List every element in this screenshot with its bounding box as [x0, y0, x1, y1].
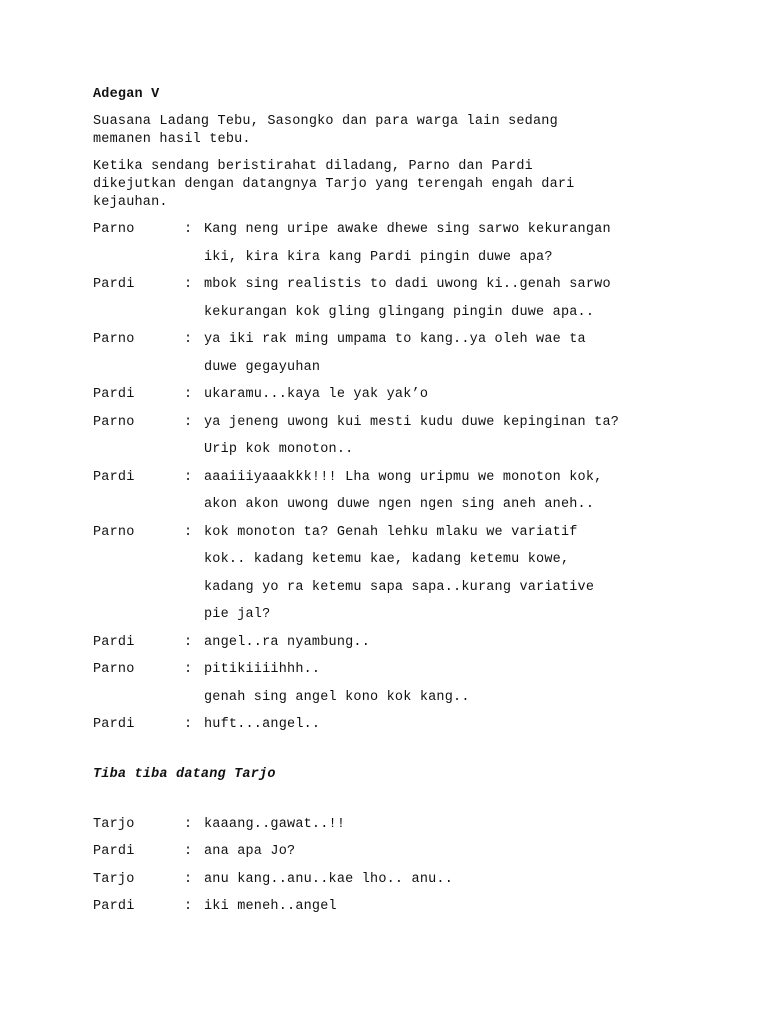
dialog-line — [93, 331, 733, 359]
dialog-line — [93, 386, 733, 414]
dialog-text: anu kang..anu..kae lho.. anu.. — [204, 871, 454, 887]
speaker-name: Parno — [93, 414, 135, 430]
dialog-text: kaaang..gawat..!! — [204, 816, 346, 832]
dialog-text: angel..ra nyambung.. — [204, 634, 371, 650]
speaker-name: Parno — [93, 332, 135, 347]
speaker-name: Pardi — [93, 387, 135, 402]
dialog-line — [93, 579, 733, 607]
speaker-colon: : — [184, 524, 193, 540]
speaker-colon: : — [184, 662, 193, 677]
dialog-text: pie jal? — [204, 607, 271, 622]
dialog-text: ya iki rak ming umpama to kang..ya oleh wae ta — [204, 332, 586, 347]
speaker-colon: : — [184, 844, 193, 859]
dialog-block-2 — [93, 816, 733, 926]
speaker-colon: : — [184, 277, 193, 292]
scene-title: Adegan V — [93, 87, 160, 102]
paragraph-line: kejauhan. — [93, 195, 168, 210]
dialog-line — [93, 524, 733, 552]
document-page — [93, 86, 733, 926]
dialog-line — [93, 898, 733, 926]
dialog-text: kok monoton ta? Genah lehku mlaku we variatif — [204, 524, 578, 540]
dialog-text: huft...angel.. — [204, 717, 321, 732]
paragraph-line: Ketika sendang beristirahat diladang, Parno dan Pardi — [93, 159, 533, 174]
dialog-line — [93, 606, 733, 634]
paragraph-intro — [93, 158, 733, 212]
dialog-line — [93, 304, 733, 332]
paragraph-line: dikejutkan dengan datangnya Tarjo yang terengah engah dari — [93, 177, 575, 192]
speaker-name: Pardi — [93, 277, 135, 292]
dialog-line — [93, 689, 733, 717]
speaker-name: Pardi — [93, 899, 135, 914]
speaker-colon: : — [184, 222, 193, 237]
dialog-text: mbok sing realistis to dadi uwong ki..genah sarwo — [204, 277, 611, 292]
dialog-line — [93, 816, 733, 844]
dialog-text: pitikiiiihhh.. — [204, 662, 321, 677]
dialog-line — [93, 871, 733, 899]
speaker-colon: : — [184, 387, 193, 402]
speaker-colon: : — [184, 717, 193, 732]
speaker-name: Parno — [93, 524, 135, 540]
dialog-text: ana apa Jo? — [204, 844, 296, 859]
dialog-text: genah sing angel kono kok kang.. — [204, 689, 470, 705]
speaker-name: Tarjo — [93, 871, 135, 887]
dialog-line — [93, 661, 733, 689]
speaker-colon: : — [184, 414, 193, 430]
dialog-line — [93, 469, 733, 497]
dialog-text: iki meneh..angel — [204, 899, 337, 914]
dialog-text: akon akon uwong duwe ngen ngen sing aneh aneh.. — [204, 497, 595, 512]
dialog-line — [93, 359, 733, 387]
dialog-line — [93, 716, 733, 744]
dialog-line — [93, 249, 733, 277]
dialog-block — [93, 221, 733, 744]
speaker-colon: : — [184, 634, 193, 650]
dialog-text: kadang yo ra ketemu sapa sapa..kurang variative — [204, 579, 595, 595]
dialog-text: iki, kira kira kang Pardi pingin duwe apa? — [204, 249, 553, 265]
speaker-name: Pardi — [93, 634, 135, 650]
dialog-text: kok.. kadang ketemu kae, kadang ketemu kowe, — [204, 552, 570, 567]
dialog-line — [93, 221, 733, 249]
speaker-colon: : — [184, 469, 193, 485]
speaker-colon: : — [184, 816, 193, 832]
scene-direction: Tiba tiba datang Tarjo — [93, 766, 276, 782]
dialog-line — [93, 496, 733, 524]
speaker-name: Pardi — [93, 717, 135, 732]
dialog-line — [93, 551, 733, 579]
dialog-text: kekurangan kok gling glingang pingin duwe apa.. — [204, 304, 595, 320]
dialog-line — [93, 414, 733, 442]
dialog-line — [93, 634, 733, 662]
dialog-text: ukaramu...kaya le yak yak’o — [204, 387, 429, 402]
dialog-text: aaaiiiyaaakkk!!! Lha wong uripmu we monoton kok, — [204, 469, 603, 485]
dialog-line — [93, 276, 733, 304]
speaker-name: Parno — [93, 222, 135, 237]
dialog-text: Urip kok monoton.. — [204, 442, 354, 457]
dialog-text: ya jeneng uwong kui mesti kudu duwe kepinginan ta? — [204, 414, 620, 430]
speaker-name: Parno — [93, 662, 135, 677]
dialog-text: duwe gegayuhan — [204, 359, 321, 375]
paragraph-line: Suasana Ladang Tebu, Sasongko dan para warga lain sedang — [93, 114, 558, 129]
dialog-line — [93, 843, 733, 871]
speaker-colon: : — [184, 332, 193, 347]
paragraph-line: memanen hasil tebu. — [93, 132, 251, 147]
speaker-colon: : — [184, 871, 193, 887]
dialog-line — [93, 441, 733, 469]
speaker-name: Pardi — [93, 469, 135, 485]
dialog-text: Kang neng uripe awake dhewe sing sarwo kekurangan — [204, 222, 611, 237]
speaker-colon: : — [184, 899, 193, 914]
speaker-name: Tarjo — [93, 816, 135, 832]
speaker-name: Pardi — [93, 844, 135, 859]
paragraph-setting — [93, 113, 733, 149]
